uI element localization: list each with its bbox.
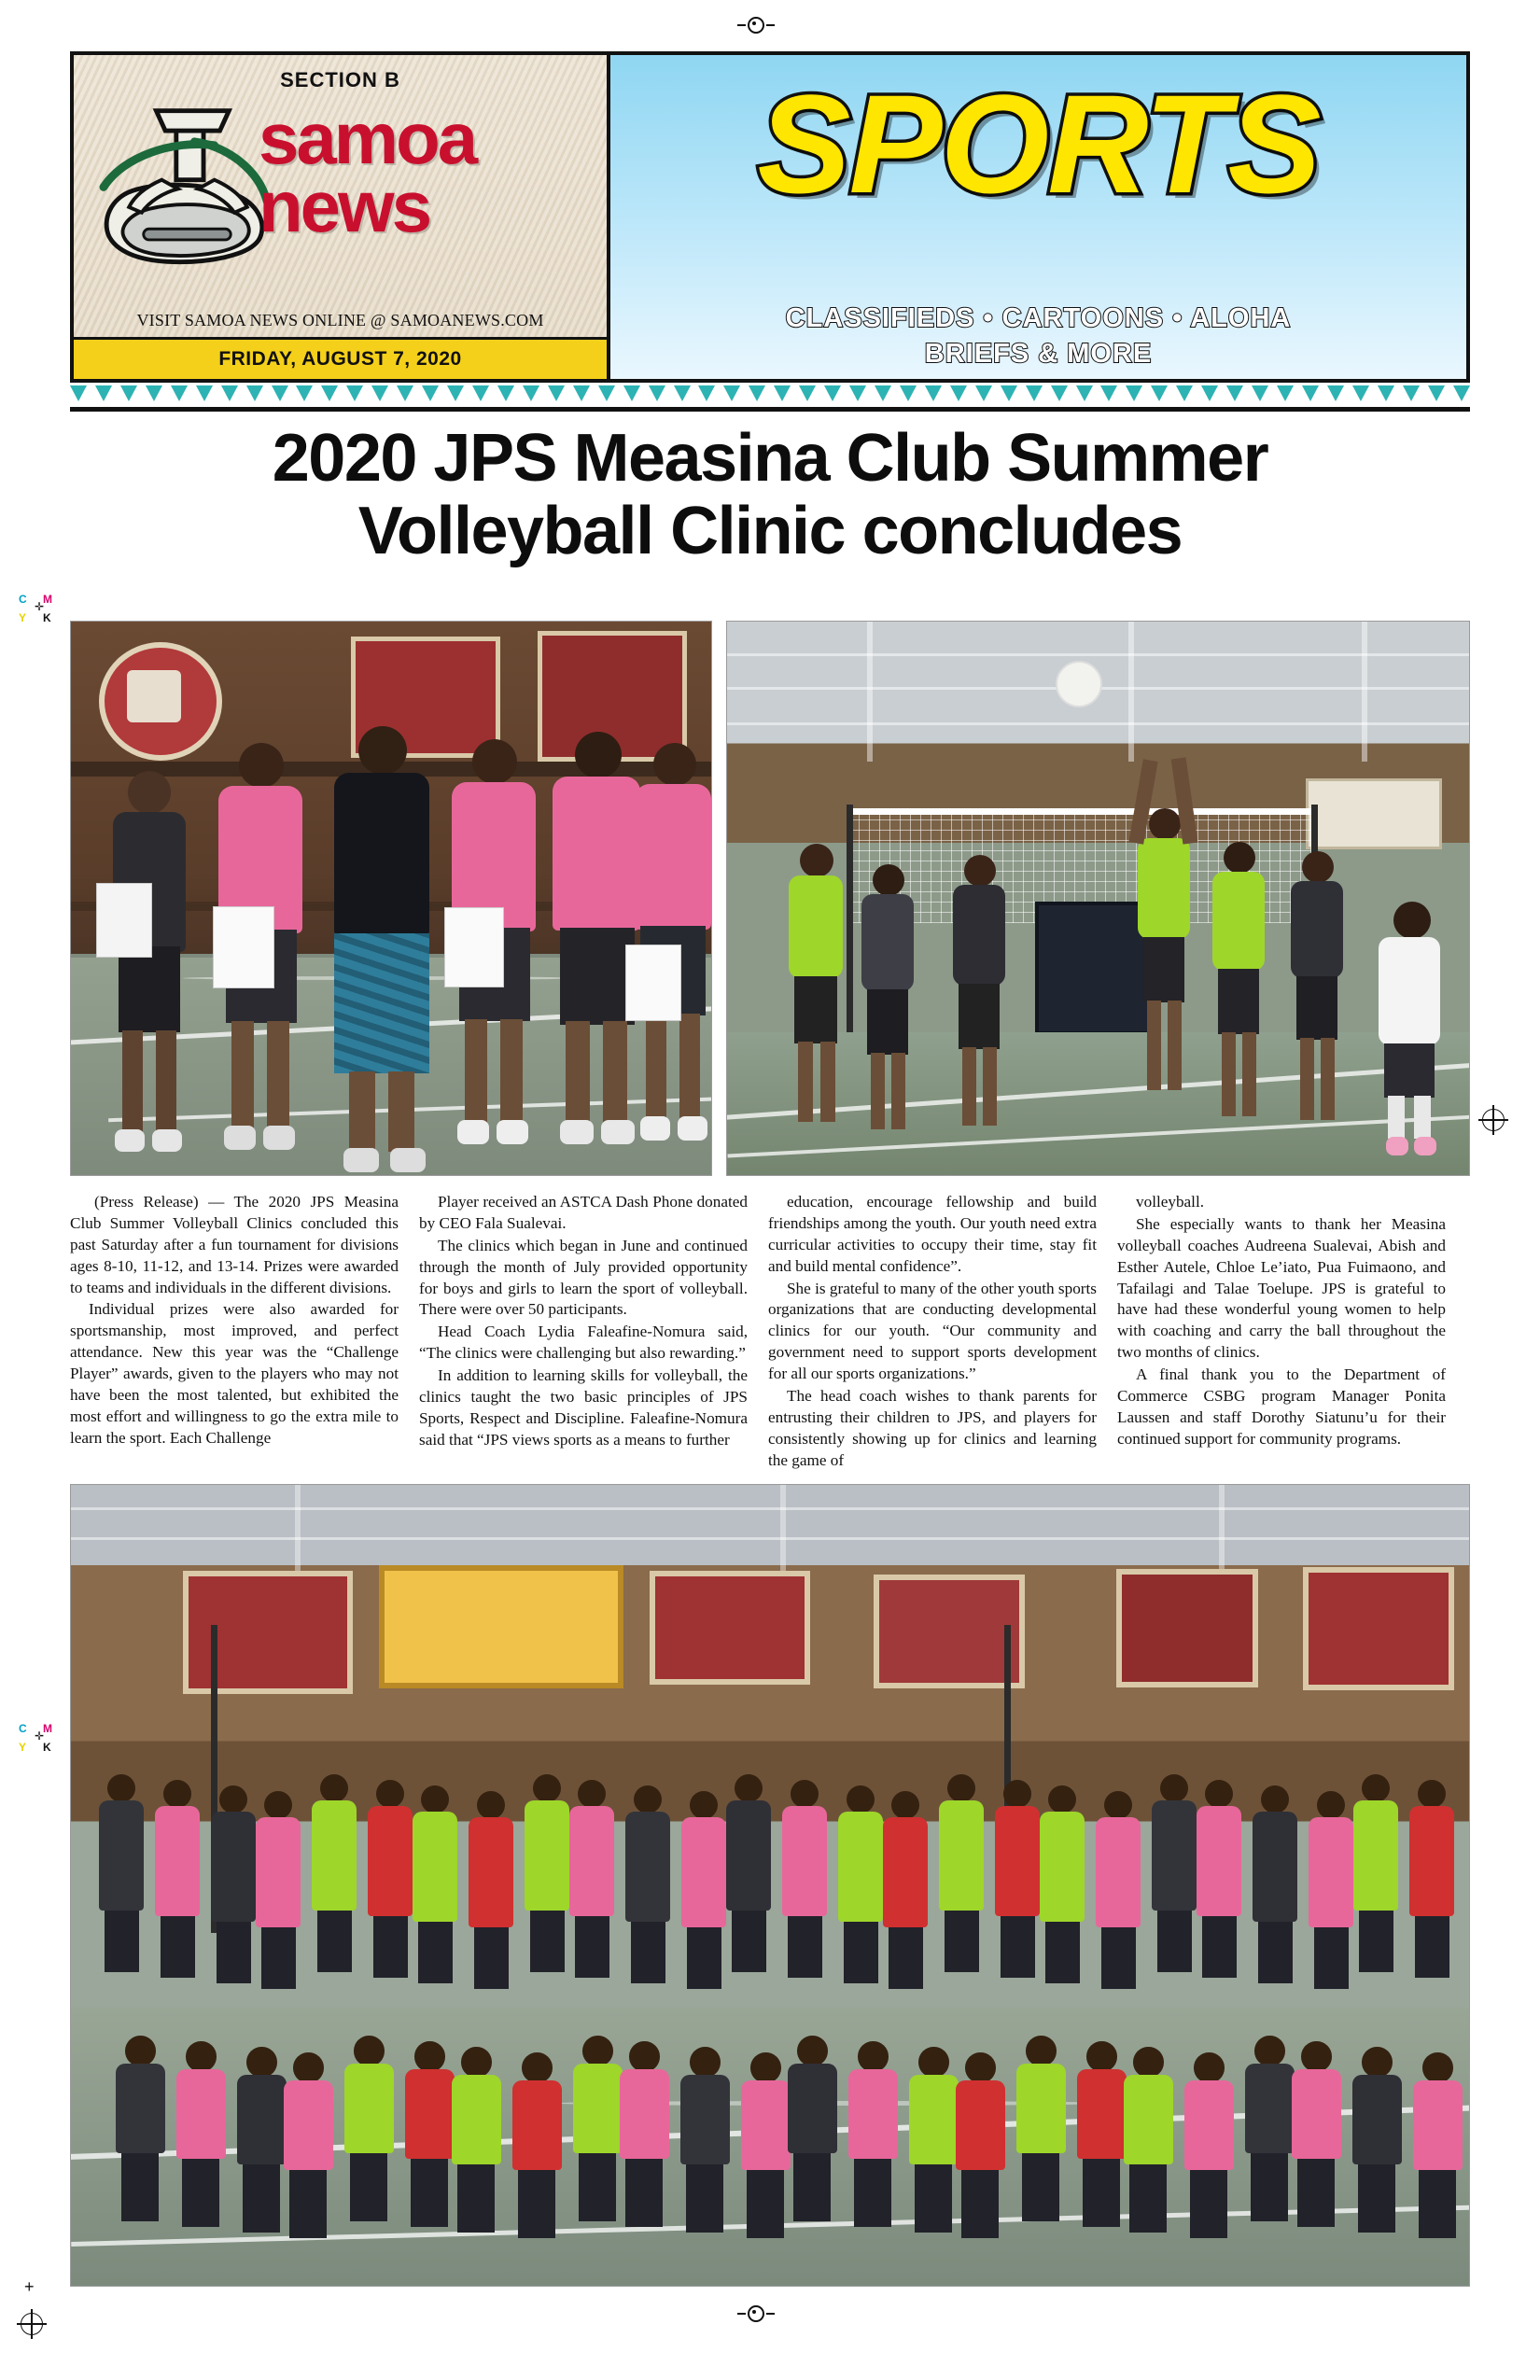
website-line[interactable]: VISIT SAMOA NEWS ONLINE @ SAMOANEWS.COM [136, 311, 544, 329]
person-torso [848, 2069, 898, 2159]
person-legs [457, 2164, 495, 2233]
triangle-ornament [824, 385, 841, 401]
person-head [1048, 1785, 1076, 1813]
reg-dot [748, 17, 764, 34]
person-torso [469, 1817, 513, 1927]
person-legs [1190, 2170, 1227, 2238]
person-head [354, 2036, 385, 2066]
person-figure [512, 2052, 562, 2226]
headline-line-1: 2020 JPS Measina Club Summer [272, 421, 1268, 496]
cmyk-c: C [19, 593, 27, 606]
article-column-1 [70, 1192, 399, 1472]
triangle-ornament [975, 385, 992, 401]
person-head [1205, 1780, 1233, 1808]
person-torso [1016, 2064, 1066, 2153]
reg-bar-left-bottom [737, 2313, 746, 2315]
triangle-ornament [598, 385, 615, 401]
person-head [891, 1791, 919, 1819]
triangle-ornament [1100, 385, 1117, 401]
logo-line-2: news [259, 165, 430, 248]
person-head [1254, 2036, 1285, 2066]
person-head [522, 2052, 553, 2083]
person-torso [625, 1812, 670, 1922]
person-figure [680, 2047, 730, 2220]
reg-bar-right-bottom [766, 2313, 775, 2315]
paragraph: In addition to learning skills for volleyball, the clinics taught the two basic principles of JPS Sports, Respect and Discipline. Faleafine-Nomura said that “JPS views sports as a means to further [419, 1366, 748, 1449]
person-head [965, 2052, 996, 2083]
person-figure [1413, 2052, 1463, 2226]
photo-group-clinic [70, 1484, 1470, 2287]
cmyk-k-lower: K [43, 1741, 51, 1754]
article-column-3 [768, 1192, 1097, 1472]
person-head [1026, 2036, 1057, 2066]
person-legs [121, 2153, 159, 2221]
person-head [1317, 1791, 1345, 1819]
person-head [320, 1774, 348, 1802]
triangle-ornament [875, 385, 891, 401]
triangle-ornament [497, 385, 514, 401]
triangle-ornament [146, 385, 162, 401]
triangle-ornament [749, 385, 765, 401]
triangle-ornament [1252, 385, 1268, 401]
person-torso [995, 1806, 1040, 1916]
person-legs [854, 2159, 891, 2227]
person-head [1104, 1791, 1132, 1819]
person-figure [620, 2041, 669, 2215]
triangle-ornament [723, 385, 740, 401]
person-torso [176, 2069, 226, 2159]
person-figure [176, 2041, 226, 2215]
triangle-ornament [1352, 385, 1369, 401]
triangle-ornament [1001, 385, 1017, 401]
triangle-ornament [1126, 385, 1142, 401]
person-legs [579, 2153, 616, 2221]
triangle-ornament [1327, 385, 1344, 401]
paragraph: A final thank you to the Department of Commerce CSBG program Manager Ponita Laussen and staff Dorothy Siatunu’u for their continued support for community programs. [1117, 1365, 1446, 1448]
person-legs [350, 2153, 387, 2221]
triangle-ornament [1026, 385, 1043, 401]
person-head [1194, 2052, 1225, 2083]
triangle-ornament [1176, 385, 1193, 401]
person-head [1362, 1774, 1390, 1802]
paragraph: She is grateful to many of the other youth sports organizations that are conducting developmental clinics for our youth. “Our community and government need to support sports development for all our sports organizations.” [768, 1279, 1097, 1382]
person-head [634, 1785, 662, 1813]
triangle-ornament [1226, 385, 1243, 401]
person-figure [1292, 2041, 1341, 2215]
cmyk-c-lower: C [19, 1722, 27, 1735]
reg-bar-left [737, 24, 746, 26]
person-torso [525, 1800, 569, 1911]
masthead-left-panel [74, 55, 610, 379]
triangle-ornament [346, 385, 363, 401]
publication-date: FRIDAY, AUGUST 7, 2020 [74, 337, 607, 379]
sports-title: SPORTS [757, 65, 1320, 222]
person-torso [573, 2064, 623, 2153]
person-head [1422, 2052, 1453, 2083]
person-figure [573, 2036, 623, 2209]
photo-scrimmage [726, 621, 1470, 1176]
person-head [533, 1774, 561, 1802]
person-torso [512, 2080, 562, 2170]
sports-subtitle-line-1: CLASSIFIEDS • CARTOONS • ALOHA [785, 303, 1292, 333]
triangle-ornament [1076, 385, 1093, 401]
triangle-ornament [674, 385, 691, 401]
article-column-4 [1117, 1192, 1446, 1472]
paragraph: education, encourage fellowship and build friendships among the youth. Our youth need extra curricular activities to occupy their time, stay fit and build mental confidence”. [768, 1193, 1097, 1275]
person-legs [747, 2170, 784, 2238]
person-torso [956, 2080, 1005, 2170]
person-legs [289, 2170, 327, 2238]
person-torso [883, 1817, 928, 1927]
person-figure [452, 2047, 501, 2220]
paragraph: volleyball. [1136, 1193, 1205, 1211]
person-head [461, 2047, 492, 2078]
person-torso [237, 2075, 287, 2164]
triangle-ornament [849, 385, 866, 401]
person-torso [312, 1800, 357, 1911]
cmyk-crosshair-lower: ✛ [35, 1729, 45, 1743]
paragraph: (Press Release) — The 2020 JPS Measina Club Summer Volleyball Clinics concluded this past Saturday after a fun tournament for divisions ages 8-10, 11-12, and 13-14. Prizes were awarded to teams and individuals in the different divisions. [70, 1193, 399, 1296]
triangle-ornament [649, 385, 665, 401]
triangle-ornament [1201, 385, 1218, 401]
person-torso [452, 2075, 501, 2164]
person-legs [1297, 2159, 1335, 2227]
person-torso [1077, 2069, 1127, 2159]
masthead-right-panel [610, 55, 1466, 379]
article-column-2 [419, 1192, 748, 1472]
person-figure [1352, 2047, 1402, 2220]
triangle-ornament [321, 385, 338, 401]
person-head [1086, 2041, 1117, 2072]
person-head [918, 2047, 949, 2078]
cmyk-y-lower: Y [19, 1741, 27, 1754]
triangle-ornament [472, 385, 489, 401]
person-figure [1016, 2036, 1066, 2209]
person-figure [344, 2036, 394, 2209]
person-torso [569, 1806, 614, 1916]
paragraph: The head coach wishes to thank parents for entrusting their children to JPS, and players for consistently showing up for clinics and learning the game of [768, 1386, 1097, 1469]
triangle-ornament [1302, 385, 1319, 401]
person-head [582, 2036, 613, 2066]
person-head [293, 2052, 324, 2083]
newspaper-page [70, 51, 1470, 2291]
person-legs [518, 2170, 555, 2238]
triangle-ornament [1378, 385, 1394, 401]
person-figure [1245, 2036, 1295, 2209]
person-head [264, 1791, 292, 1819]
triangle-ornament [422, 385, 439, 401]
person-legs [1083, 2159, 1120, 2227]
masthead [70, 51, 1470, 383]
person-torso [155, 1806, 200, 1916]
photo-scrimmage-scene [727, 622, 1469, 1175]
triangle-ornament [774, 385, 791, 401]
person-torso [1197, 1806, 1241, 1916]
triangle-ornament [1453, 385, 1470, 401]
person-figure [237, 2047, 287, 2220]
triangle-ornament [950, 385, 967, 401]
samoa-news-wordmark [259, 97, 604, 248]
person-head [125, 2036, 156, 2066]
person-head [735, 1774, 763, 1802]
person-head [947, 1774, 975, 1802]
person-torso [1309, 1817, 1353, 1927]
person-torso [256, 1817, 301, 1927]
person-torso [116, 2064, 165, 2153]
person-head [1133, 2047, 1164, 2078]
triangle-ornament [246, 385, 263, 401]
triangle-ornament [397, 385, 413, 401]
person-figure [284, 2052, 333, 2226]
triangle-ornament [523, 385, 539, 401]
person-torso [909, 2075, 959, 2164]
person-figure [909, 2047, 959, 2220]
triangle-ornament [70, 385, 87, 401]
person-torso [680, 2075, 730, 2164]
person-torso [1096, 1817, 1141, 1927]
person-torso [344, 2064, 394, 2153]
photo-award-winners [70, 621, 712, 1176]
person-torso [1245, 2064, 1295, 2153]
samoa-news-logo[interactable] [91, 98, 594, 280]
registration-circle-bottom-left [21, 2313, 43, 2335]
triangle-ornament [698, 385, 715, 401]
person-head [690, 2047, 721, 2078]
person-torso [1413, 2080, 1463, 2170]
person-figure [1184, 2052, 1234, 2226]
person-head [847, 1785, 875, 1813]
person-head [1418, 1780, 1446, 1808]
triangle-ornament [548, 385, 565, 401]
triangle-ornament [1051, 385, 1068, 401]
person-torso [620, 2069, 669, 2159]
triangle-ornament [799, 385, 816, 401]
person-head [1261, 1785, 1289, 1813]
cmyk-crosshair: ✛ [35, 600, 45, 613]
top-registration-mark [737, 17, 775, 34]
cmyk-k: K [43, 611, 51, 624]
cmyk-mark-lower [19, 1722, 60, 1763]
person-head [797, 2036, 828, 2066]
person-torso [782, 1806, 827, 1916]
person-head [1301, 2041, 1332, 2072]
triangle-ornament [900, 385, 917, 401]
triangle-divider [70, 385, 1470, 404]
person-legs [1022, 2153, 1059, 2221]
cmyk-y: Y [19, 611, 27, 624]
triangle-ornament [120, 385, 137, 401]
triangle-ornament [1151, 385, 1168, 401]
person-head [1362, 2047, 1393, 2078]
person-legs [1419, 2170, 1456, 2238]
triangle-ornament [272, 385, 288, 401]
triangle-ornament [925, 385, 942, 401]
person-torso [838, 1812, 883, 1922]
person-torso [284, 2080, 333, 2170]
person-head [578, 1780, 606, 1808]
triangle-ornament [221, 385, 238, 401]
person-torso [726, 1800, 771, 1911]
page-headline [70, 423, 1470, 568]
triangle-ornament [95, 385, 112, 401]
person-legs [793, 2153, 831, 2221]
person-head [690, 1791, 718, 1819]
person-legs [182, 2159, 219, 2227]
person-head [186, 2041, 217, 2072]
person-torso [1352, 2075, 1402, 2164]
triangle-ornament [623, 385, 640, 401]
person-torso [1353, 1800, 1398, 1911]
paragraph: She especially wants to thank her Measina volleyball coaches Audreena Sualevai, Abish and Esther Autele, Chloe Le’iato, Pua Fuimaono, and Tafailagi and Talae Toelupe. JPS is grateful to have had these wonderful young women to help with coaching and carry the ball throughout the two months of clinics. [1117, 1214, 1446, 1362]
header-rule [70, 407, 1470, 412]
triangle-ornament [171, 385, 188, 401]
person-figure [956, 2052, 1005, 2226]
person-torso [1152, 1800, 1197, 1911]
person-head [629, 2041, 660, 2072]
person-torso [99, 1800, 144, 1911]
triangle-ornament [1428, 385, 1445, 401]
cmyk-mark-upper [19, 593, 60, 634]
person-figure [1077, 2041, 1127, 2215]
person-legs [411, 2159, 448, 2227]
person-figure [741, 2052, 791, 2226]
person-figure [848, 2041, 898, 2215]
triangle-ornament [371, 385, 388, 401]
corner-plus-mark: + [24, 2277, 35, 2296]
person-figure [405, 2041, 455, 2215]
person-head [414, 2041, 445, 2072]
person-legs [1358, 2164, 1395, 2233]
person-legs [686, 2164, 723, 2233]
person-head [1160, 1774, 1188, 1802]
person-torso [1124, 2075, 1173, 2164]
samoa-news-logo-icon [96, 100, 278, 273]
person-figure [1124, 2047, 1173, 2220]
triangle-ornament [1403, 385, 1420, 401]
person-torso [413, 1812, 457, 1922]
crowd-front-row [71, 1924, 1469, 2194]
registration-circle-right [1482, 1109, 1505, 1131]
person-head [477, 1791, 505, 1819]
person-torso [405, 2069, 455, 2159]
person-torso [788, 2064, 837, 2153]
photo-award-winners-scene [71, 622, 711, 1175]
person-legs [1251, 2153, 1288, 2221]
person-figure [116, 2036, 165, 2209]
person-torso [1040, 1812, 1085, 1922]
person-torso [211, 1812, 256, 1922]
person-head [421, 1785, 449, 1813]
triangle-ornament [196, 385, 213, 401]
person-torso [741, 2080, 791, 2170]
sports-subtitle-line-2: BRIEFS & MORE [924, 339, 1153, 369]
person-torso [368, 1806, 413, 1916]
logo-line-1: samoa [259, 97, 476, 179]
paragraph: Head Coach Lydia Faleafine-Nomura said, “The clinics were challenging but also rewarding.” [419, 1323, 748, 1363]
reg-bar-right [766, 24, 775, 26]
person-legs [243, 2164, 280, 2233]
person-figure [788, 2036, 837, 2209]
person-torso [1409, 1806, 1454, 1916]
person-torso [1292, 2069, 1341, 2159]
person-head [246, 2047, 277, 2078]
person-head [791, 1780, 819, 1808]
person-torso [681, 1817, 726, 1927]
triangle-ornament [296, 385, 313, 401]
cmyk-m: M [43, 593, 52, 606]
person-head [376, 1780, 404, 1808]
reg-dot-bottom [748, 2305, 764, 2322]
person-torso [1253, 1812, 1297, 1922]
person-torso [1184, 2080, 1234, 2170]
person-head [1003, 1780, 1031, 1808]
cmyk-m-lower: M [43, 1722, 52, 1735]
person-head [107, 1774, 135, 1802]
section-label: SECTION B [280, 68, 400, 91]
person-legs [1129, 2164, 1167, 2233]
person-legs [961, 2170, 999, 2238]
person-head [858, 2041, 889, 2072]
person-legs [915, 2164, 952, 2233]
triangle-ornament [447, 385, 464, 401]
triangle-ornament [1277, 385, 1294, 401]
article-body [70, 1192, 1470, 1472]
headline-line-2: Volleyball Clinic concludes [357, 493, 1183, 568]
paragraph: Individual prizes were also awarded for sportsmanship, most improved, and perfect attendance. New this year was the “Challenge Player” awards, given to the players who may not have been the most talented, but exhibited the most effort and willingness to go the extra mile to learn the sport. Each Challenge [70, 1300, 399, 1447]
person-legs [625, 2159, 663, 2227]
paragraph: Player received an ASTCA Dash Phone donated by CEO Fala Sualevai. [419, 1193, 748, 1232]
bottom-registration-mark [737, 2305, 775, 2322]
person-torso [939, 1800, 984, 1911]
person-head [163, 1780, 191, 1808]
triangle-ornament [573, 385, 590, 401]
person-head [750, 2052, 781, 2083]
paragraph: The clinics which began in June and continued through the month of July provided opportunity for boys and girls to learn the sport of volleyball. There were over 50 participants. [419, 1236, 748, 1319]
person-head [219, 1785, 247, 1813]
photo-group-clinic-scene [71, 1485, 1469, 2286]
